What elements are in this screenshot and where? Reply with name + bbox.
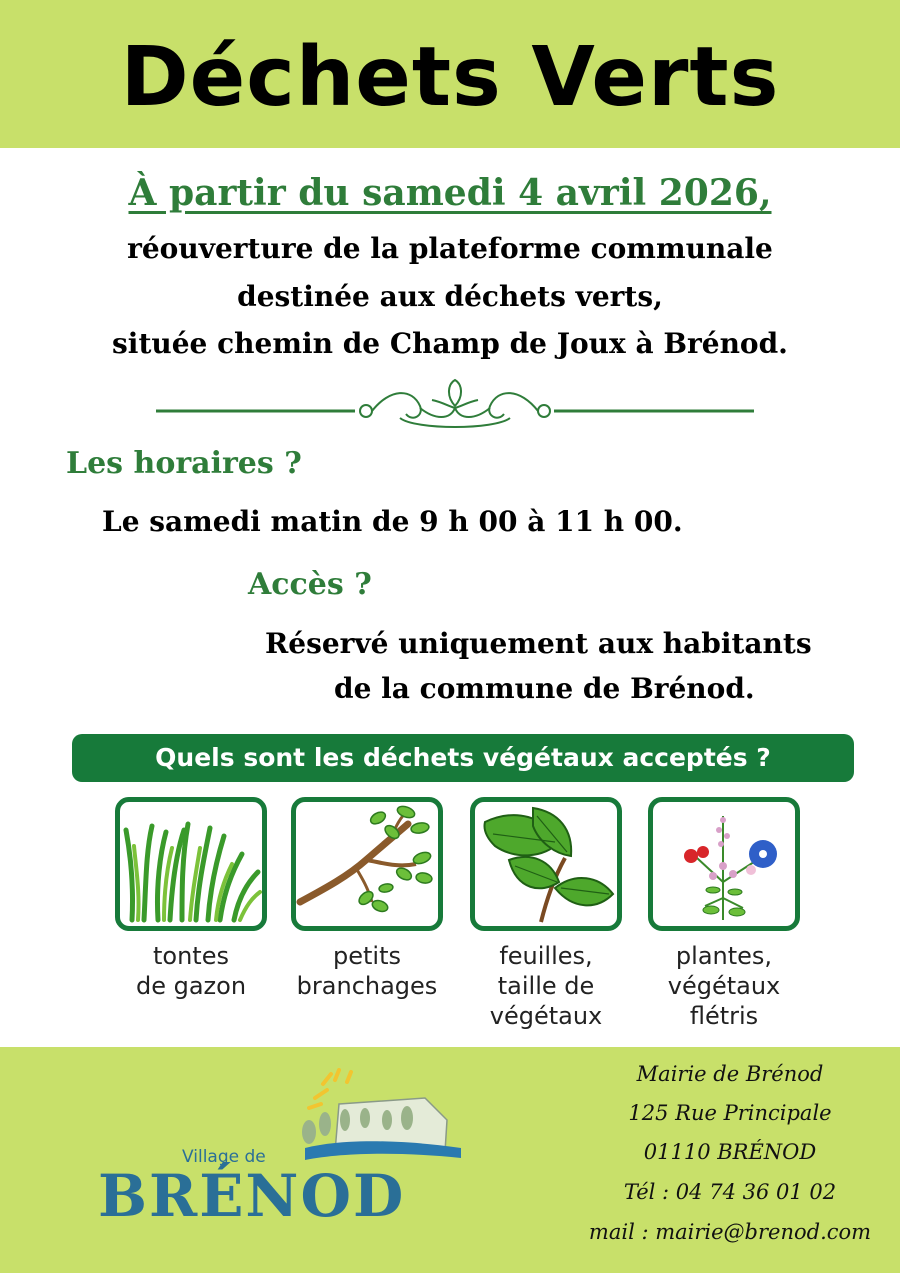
- caption-line: feuilles,: [499, 942, 593, 970]
- caption-flowers: [629, 941, 819, 1031]
- leaves-tile: [470, 797, 622, 931]
- caption-line: petits: [333, 942, 401, 970]
- caption-line: végétaux: [489, 1002, 603, 1030]
- decorative-divider-icon: [150, 378, 760, 434]
- contact-address: 125 Rue Principale: [628, 1101, 832, 1125]
- caption-branch: [272, 941, 462, 1001]
- leaves-icon: [475, 802, 617, 926]
- contact-city: 01110 BRÉNOD: [643, 1140, 817, 1164]
- caption-line: de gazon: [135, 972, 247, 1000]
- branch-tile: [291, 797, 443, 931]
- flowers-icon: [653, 802, 795, 926]
- categories-heading: Quels sont les déchets végétaux acceptés ?: [155, 743, 771, 772]
- acces-title: Accès ?: [248, 567, 372, 602]
- reopening-date: À partir du samedi 4 avril 2026,: [128, 172, 772, 214]
- caption-line: tontes: [153, 942, 229, 970]
- caption-grass: [96, 941, 286, 1001]
- contact-phone: Tél : 04 74 36 01 02: [623, 1180, 837, 1204]
- caption-line: branchages: [296, 972, 438, 1000]
- horaires-text: Le samedi matin de 9 h 00 à 11 h 00.: [102, 505, 683, 538]
- caption-line: flétris: [689, 1002, 759, 1030]
- horaires-title: Les horaires ?: [66, 446, 302, 481]
- logo-name: BRÉNOD: [98, 1162, 406, 1230]
- acces-line-1: Réservé uniquement aux habitants: [265, 627, 812, 660]
- caption-line: végétaux: [667, 972, 781, 1000]
- contact-name: Mairie de Brénod: [636, 1062, 824, 1086]
- grass-icon: [120, 802, 262, 926]
- page-title: Déchets Verts: [120, 30, 780, 125]
- village-landscape-icon: [295, 1068, 465, 1168]
- acces-line-2: de la commune de Brénod.: [334, 672, 755, 705]
- caption-leaves: [451, 941, 641, 1031]
- contact-email: mail : mairie@brenod.com: [588, 1220, 872, 1244]
- caption-line: plantes,: [675, 942, 773, 970]
- branch-icon: [296, 802, 438, 926]
- intro-line-2: destinée aux déchets verts,: [237, 280, 663, 313]
- flowers-tile: [648, 797, 800, 931]
- logo-village-text: Village de: [182, 1147, 266, 1167]
- caption-line: taille de: [497, 972, 595, 1000]
- intro-line-3: située chemin de Champ de Joux à Brénod.: [112, 327, 788, 360]
- grass-tile: [115, 797, 267, 931]
- intro-line-1: réouverture de la plateforme communale: [127, 232, 773, 265]
